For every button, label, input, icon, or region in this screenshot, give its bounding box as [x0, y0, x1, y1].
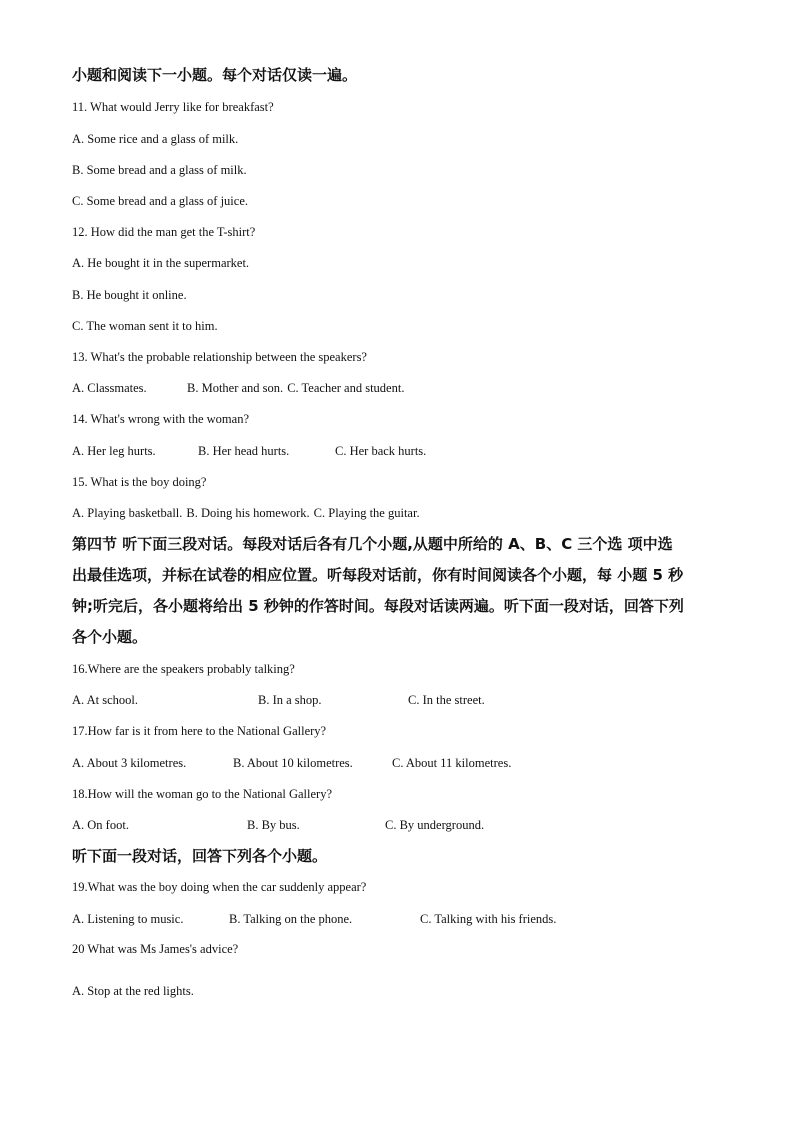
q14-option-b: B. Her head hurts.	[198, 444, 290, 458]
q14-options	[72, 443, 426, 459]
q18-option-c: C. By underground.	[385, 818, 485, 832]
part4-instruction-line-4: 各个小题。	[72, 628, 148, 646]
question-16: 16.Where are the speakers probably talking?	[72, 662, 295, 676]
q17-option-b: B. About 10 kilometres.	[233, 756, 353, 770]
q16-option-b: B. In a shop.	[258, 693, 322, 707]
q18-option-b: B. By bus.	[247, 818, 300, 832]
question-11: 11. What would Jerry like for breakfast?	[72, 100, 274, 114]
q15-option-c: C. Playing the guitar.	[313, 506, 420, 520]
question-18: 18.How will the woman go to the National Gallery?	[72, 787, 333, 801]
q12-option-c: C. The woman sent it to him.	[72, 319, 218, 333]
q12-option-b: B. He bought it online.	[72, 288, 187, 302]
q15-option-b: B. Doing his homework.	[186, 506, 310, 520]
q20-option-a: A. Stop at the red lights.	[72, 984, 194, 998]
q19-options	[72, 911, 556, 927]
question-20: 20 What was Ms James's advice?	[72, 942, 239, 956]
q12-option-a: A. He bought it in the supermarket.	[72, 256, 250, 270]
q16-option-a: A. At school.	[72, 693, 138, 707]
q13-option-b: B. Mother and son.	[187, 381, 284, 395]
q14-option-a: A. Her leg hurts.	[72, 444, 156, 458]
part4-instruction-line-1: 第四节 听下面三段对话。每段对话后各有几个小题,从题中所给的 A、B、C 三个选 项中选	[72, 535, 673, 553]
question-19: 19.What was the boy doing when the car suddenly appear?	[72, 880, 367, 894]
q13-option-a: A. Classmates.	[72, 381, 147, 395]
question-14: 14. What's wrong with the woman?	[72, 412, 249, 426]
part4-instruction-line-2: 出最佳选项，并标在试卷的相应位置。听每段对话前，你有时间阅读各个小题，每 小题 5 秒	[72, 566, 684, 584]
q11-option-b: B. Some bread and a glass of milk.	[72, 163, 247, 177]
q18-option-a: A. On foot.	[72, 818, 129, 832]
q11-option-a: A. Some rice and a glass of milk.	[72, 132, 239, 146]
q15-option-a: A. Playing basketball.	[72, 506, 183, 520]
q13-options	[72, 380, 404, 396]
q13-option-c: C. Teacher and student.	[287, 381, 405, 395]
q16-option-c: C. In the street.	[408, 693, 485, 707]
q18-options	[72, 817, 484, 833]
q17-option-c: C. About 11 kilometres.	[392, 756, 512, 770]
q17-options	[72, 755, 511, 771]
question-15: 15. What is the boy doing?	[72, 475, 207, 489]
part4-instruction-line-3: 钟;听完后，各小题将给出 5 秒钟的作答时间。每段对话读两遍。听下面一段对话，回答下列	[72, 597, 684, 615]
dialogue-heading: 听下面一段对话，回答下列各个小题。	[72, 847, 328, 865]
q19-option-b: B. Talking on the phone.	[229, 912, 353, 926]
question-12: 12. How did the man get the T-shirt?	[72, 225, 256, 239]
q11-option-c: C. Some bread and a glass of juice.	[72, 194, 248, 208]
q17-option-a: A. About 3 kilometres.	[72, 756, 187, 770]
q19-option-a: A. Listening to music.	[72, 912, 184, 926]
q19-option-c: C. Talking with his friends.	[420, 912, 557, 926]
question-13: 13. What's the probable relationship between the speakers?	[72, 350, 367, 364]
section-intro: 小题和阅读下一小题。每个对话仅读一遍。	[72, 66, 358, 84]
q14-option-c: C. Her back hurts.	[335, 444, 427, 458]
question-17: 17.How far is it from here to the National Gallery?	[72, 724, 327, 738]
q16-options	[72, 692, 485, 708]
q15-options	[72, 505, 420, 521]
